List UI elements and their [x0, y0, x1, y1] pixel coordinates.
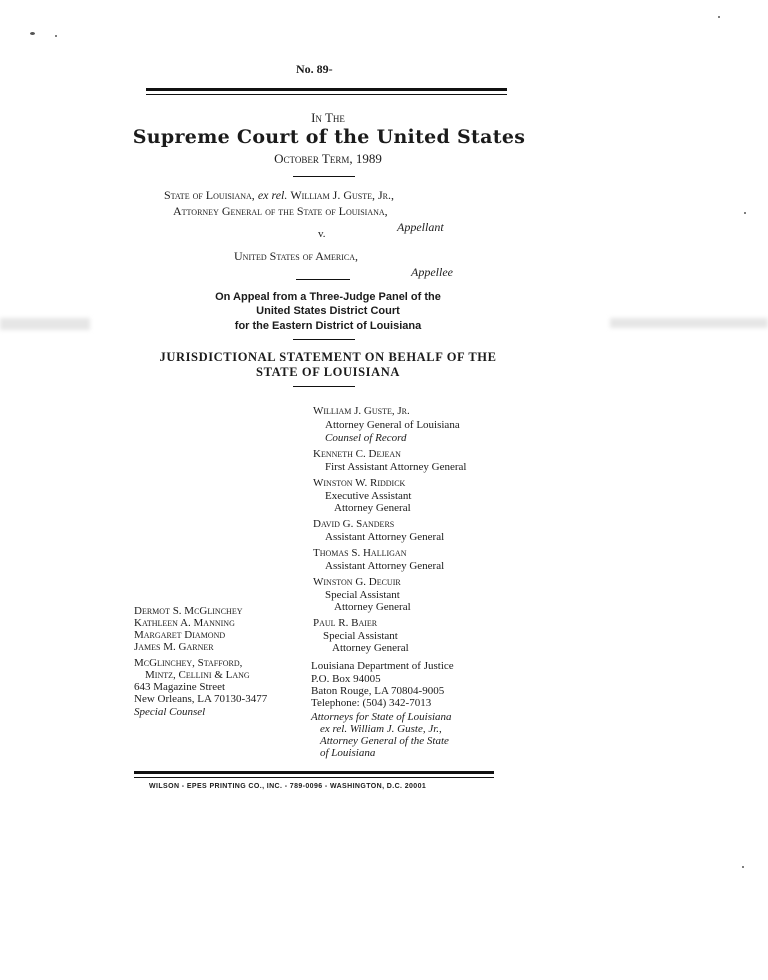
counsel-title: Attorney General: [334, 601, 411, 613]
attorneys-for-line: Attorney General of the State: [320, 735, 449, 747]
address-line: Baton Rouge, LA 70804-9005: [311, 685, 445, 697]
special-counsel-name: Margaret Diamond: [134, 629, 226, 641]
top-rule-thick: [146, 88, 507, 91]
court-name: Supreme Court of the United States: [132, 126, 526, 148]
counsel-name: Paul R. Baier: [313, 617, 378, 629]
counsel-title: Assistant Attorney General: [325, 560, 445, 572]
address-line: Louisiana Department of Justice: [311, 660, 454, 672]
appellee-role: Appellee: [411, 265, 453, 279]
firm-city: New Orleans, LA 70130-3477: [134, 693, 268, 705]
counsel-name: Kenneth C. Dejean: [313, 448, 401, 460]
versus: v.: [318, 228, 326, 240]
appeal-line-3: for the Eastern District of Louisiana: [234, 320, 422, 332]
attorneys-for-line: ex rel. William J. Guste, Jr.,: [320, 723, 442, 735]
scan-speck: [718, 16, 720, 18]
attorneys-for-line: Attorneys for State of Louisiana: [311, 711, 452, 723]
address-line: Telephone: (504) 342-7013: [311, 697, 432, 709]
counsel-name: David G. Sanders: [313, 518, 395, 530]
short-rule: [293, 339, 355, 340]
special-counsel-name: Dermot S. McGlinchey: [134, 605, 243, 617]
address-line: P.O. Box 94005: [311, 673, 381, 685]
firm-street: 643 Magazine Street: [134, 681, 226, 693]
special-counsel-role: Special Counsel: [134, 706, 206, 718]
counsel-title: Executive Assistant: [325, 490, 412, 502]
bottom-rule-thick: [134, 771, 494, 774]
bottom-rule-thin: [134, 777, 494, 778]
counsel-of-record: Counsel of Record: [325, 432, 407, 444]
counsel-title: Attorney General: [334, 502, 411, 514]
appellant-role: Appellant: [397, 220, 444, 234]
appellant-line-1: State of Louisiana, ex rel. William J. Guste, Jr.,: [164, 188, 395, 202]
counsel-title: Attorney General of Louisiana: [325, 419, 460, 431]
counsel-title: Special Assistant: [325, 589, 400, 601]
scan-speck: [30, 32, 35, 35]
statement-title-line-2: STATE OF LOUISIANA: [256, 365, 400, 379]
appeal-line-2: United States District Court: [256, 305, 400, 317]
short-rule: [293, 176, 355, 177]
special-counsel-name: James M. Garner: [134, 641, 214, 653]
short-rule: [293, 386, 355, 387]
special-counsel-name: Kathleen A. Manning: [134, 617, 235, 629]
scan-speck: [742, 866, 744, 868]
counsel-name: Thomas S. Halligan: [313, 547, 407, 559]
counsel-title: Assistant Attorney General: [325, 531, 445, 543]
scan-speck: [744, 212, 746, 214]
appeal-line-1: On Appeal from a Three-Judge Panel of the: [215, 291, 441, 303]
court-prefix: In The: [311, 110, 345, 125]
statement-title-line-1: JURISDICTIONAL STATEMENT ON BEHALF OF THE: [159, 350, 497, 364]
firm-name-line: McGlinchey, Stafford,: [134, 657, 243, 669]
attorneys-for-line: of Louisiana: [320, 747, 376, 759]
printer-credit: WILSON - EPES PRINTING CO., INC. - 789-0096 - WASHINGTON, D.C. 20001: [149, 783, 427, 790]
scan-speck: [55, 35, 57, 37]
counsel-title: First Assistant Attorney General: [325, 461, 467, 473]
counsel-title: Attorney General: [332, 642, 409, 654]
counsel-name: Winston G. Decuir: [313, 576, 401, 588]
docket-number: No. 89-: [296, 62, 333, 76]
appellant-line-2: Attorney General of the State of Louisiana,: [173, 204, 388, 218]
short-rule: [296, 279, 350, 280]
firm-name-line: Mintz, Cellini & Lang: [145, 669, 250, 681]
top-rule-thin: [146, 94, 507, 95]
counsel-name: William J. Guste, Jr.: [313, 405, 410, 417]
counsel-title: Special Assistant: [323, 630, 398, 642]
court-term: October Term, 1989: [274, 151, 382, 166]
counsel-name: Winston W. Riddick: [313, 477, 406, 489]
appellee: United States of America,: [234, 249, 359, 263]
